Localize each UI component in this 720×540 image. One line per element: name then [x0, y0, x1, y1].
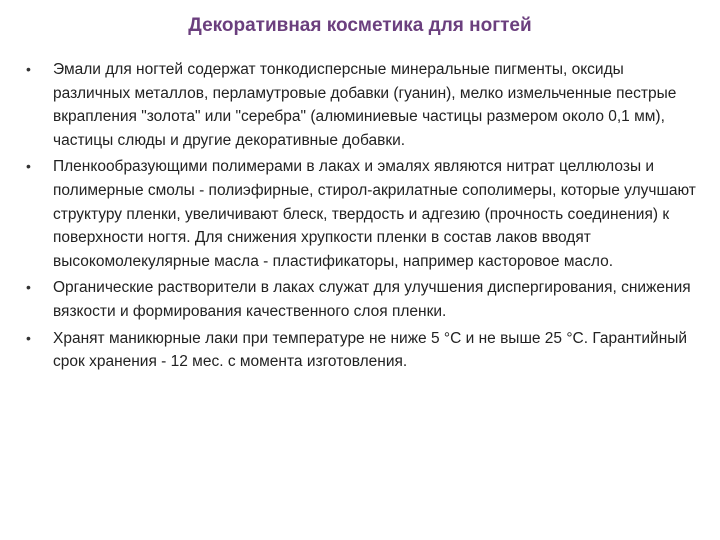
bullet-dot-icon: •: [26, 279, 31, 296]
bullet-item-enamels: [26, 58, 702, 152]
bullet-text: Эмали для ногтей содержат тонкодисперсные минеральные пигменты, оксиды различных металлов, перламутровые добавки (гуанин), мелко измельченные пестрые вкрапления "золота" или "серебра" (алюминиевые частицы размером около 0,1 мм), частицы слюды и другие декоративные добавки.: [53, 61, 677, 149]
bullet-text: Органические растворители в лаках служат для улучшения диспергирования, снижения вязкости и формирования качественного слоя пленки.: [53, 279, 691, 320]
bullet-item-polymers: [26, 155, 702, 273]
bullet-dot-icon: •: [26, 61, 31, 77]
bullet-item-storage: [26, 327, 702, 374]
bullet-dot-icon: •: [26, 158, 31, 175]
bullet-text: Хранят маникюрные лаки при температуре не ниже 5 °С и не выше 25 °С. Гарантийный срок хранения - 12 мес. с момента изготовления.: [53, 329, 688, 371]
bullet-text: Пленкообразующими полимерами в лаках и эмалях являются нитрат целлюлозы и полимерные смолы - полиэфирные, стирол-акрилатные сополимеры, которые улучшают структуру пленки, увеличивают блеск, твердость и адгезию (прочность соединения) к поверхности ногтя. Для снижения хрупкости пленки в состав лаков вводят высокомолекулярные масла - пластификаторы, например касторовое масло.: [53, 158, 696, 270]
bullet-item-solvents: [26, 276, 702, 323]
slide-title: Декоративная косметика для ногтей: [188, 15, 532, 36]
bullet-list: [26, 58, 702, 377]
bullet-dot-icon: •: [26, 329, 31, 346]
